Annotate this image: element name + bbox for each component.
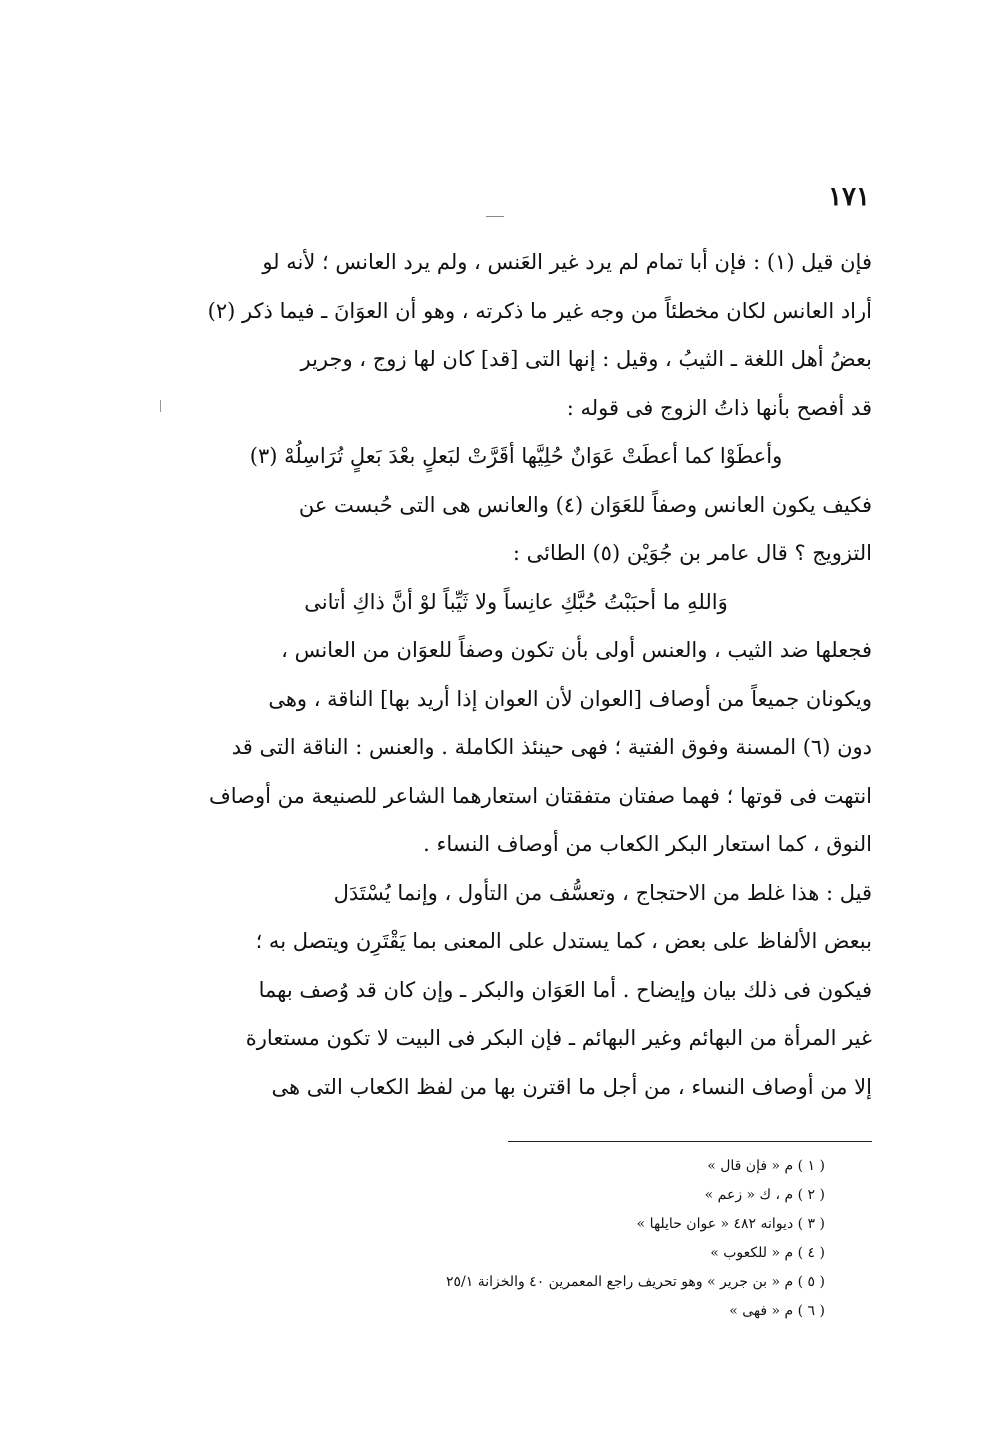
text-line: فجعلها ضد الثيب ، والعنس أولى بأن تكون وصفاً للعوَان من العانس ،	[281, 638, 872, 662]
footnote-rule	[508, 1141, 872, 1142]
footnote: ( ٤ ) م « للكعوب »	[710, 1245, 825, 1261]
verse-line: وأعطَوْا كما أعطَتْ عَوَانٌ حُلِيَّها أقَرَّتْ لبَعلٍ بعْدَ بَعلٍ تُرَاسِلُهْ (٣)	[249, 444, 783, 468]
text-line: أراد العانس لكان مخطئاً من وجه غير ما ذكرته ، وهو أن العوَانَ ـ فيما ذكر (٢)	[207, 298, 872, 323]
text-line: انتهت فى قوتها ؛ فهما صفتان متفقتان استعارهما الشاعر للصنيعة من أوصاف	[209, 783, 872, 808]
verse-line: وَاللهِ ما أحبَبْتُ حُبَّكِ عانِساً ولا ثَيِّباً لوْ أنَّ ذاكِ أتانى	[304, 589, 728, 614]
text-line: إلا من أوصاف النساء ، من أجل ما اقترن بها من لفظ الكعاب التى هى	[271, 1074, 872, 1099]
text-line: بعضُ أهل اللغة ـ الثيبُ ، وقيل : إنها التى [قد] كان لها زوج ، وجرير	[300, 347, 872, 371]
text-line: فيكون فى ذلك بيان وإيضاح . أما العَوَان والبكر ـ وإن كان قد وُصف بهما	[258, 977, 872, 1002]
footnote: ( ٢ ) م ، ك « زعم »	[704, 1187, 825, 1203]
text-line: قد أفصح بأنها ذاتُ الزوج فى قوله :	[566, 395, 872, 420]
text-line: النوق ، كما استعار البكر الكعاب من أوصاف النساء .	[423, 832, 872, 856]
body-text	[160, 238, 872, 1111]
text-line: غير المرأة من البهائم وغير البهائم ـ فإن البكر فى البيت لا تكون مستعارة	[245, 1026, 872, 1050]
text-line: التزويج ؟ قال عامر بن جُوَيْن (٥) الطائى :	[512, 541, 872, 565]
text-line: فإن قيل (١) : فإن أبا تمام لم يرد غير العَنس ، ولم يرد العانس ؛ لأنه لو	[262, 250, 872, 274]
page-number: ١٧١	[828, 182, 870, 212]
footnotes	[300, 1152, 825, 1326]
footnote: ( ٥ ) م « بن جرير » وهو تحريف راجع المعمرين ٤٠ والخزانة ٢٥/١	[446, 1274, 825, 1290]
text-line: ببعض الألفاظ على بعض ، كما يستدل على المعنى بما يَقْتَرِن ويتصل به ؛	[255, 929, 872, 953]
text-line: ويكونان جميعاً من أوصاف [العوان لأن العوان إذا أريد بها] الناقة ، وهى	[268, 686, 872, 711]
footnote: ( ٦ ) م « فهى »	[729, 1303, 825, 1319]
text-line: قيل : هذا غلط من الاحتجاج ، وتعسُّف من التأول ، وإنما يُسْتَدَل	[333, 880, 872, 905]
footnote: ( ٣ ) ديوانه ٤٨٢ « عوان حايلها »	[636, 1216, 825, 1232]
text-line: دون (٦) المسنة وفوق الفتية ؛ فهى حينئذ الكاملة . والعنس : الناقة التى قد	[231, 735, 872, 759]
text-line: فكيف يكون العانس وصفاً للعَوَان (٤) والعانس هى التى حُبست عن	[298, 492, 872, 517]
header-tick	[486, 216, 504, 217]
footnote: ( ١ ) م « فإن قال »	[707, 1158, 825, 1174]
